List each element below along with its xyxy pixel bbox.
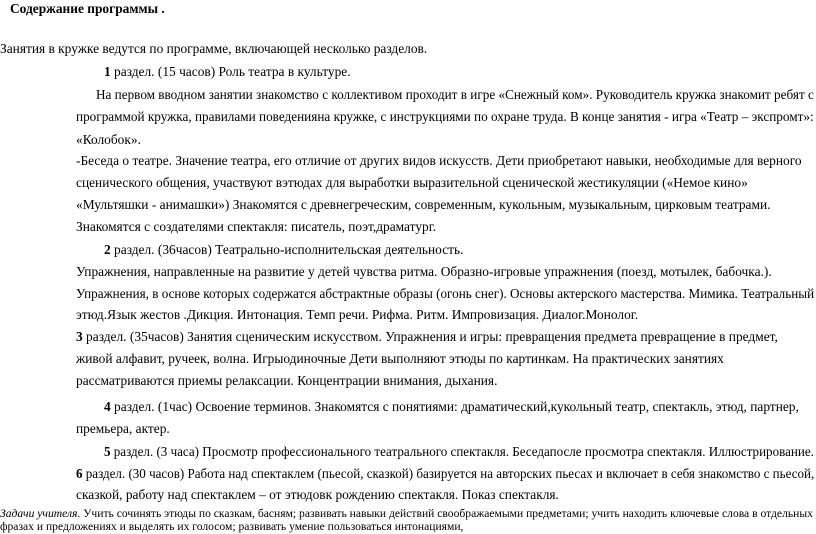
section-2-title: раздел. (36часов) Театрально-исполнительская деятельность.: [110, 242, 464, 257]
section-4-title: раздел. (1час) Освоение терминов. Знакомятся с понятиями: драматический,кукольный театр, спектакль, этюд, партнер,: [110, 399, 799, 414]
section-6-number: 6: [76, 466, 83, 481]
section-1-line: На первом вводном занятии знакомство с коллективом проходит в игре «Снежный ком». Руководитель кружка знакомит ребят с: [96, 87, 814, 102]
section-1-number: 1: [104, 64, 111, 79]
section-5-heading: [104, 443, 814, 461]
section-1-line: сценического общения, участвуют вэтюдах для выработки выразительной сценической жестикуляции («Немое кино»: [76, 175, 748, 190]
page-title: Содержание программы .: [10, 1, 165, 16]
section-6-title: раздел. (30 часов) Работа над спектаклем (пьесой, сказкой) базируется на авторских пьесах и включает в себя знакомство с пьесой,: [82, 466, 815, 481]
section-2-line: этюд.Язык жестов .Дикция. Интонация. Темп речи. Рифма. Ритм. Импровизация. Диалог.Монолог.: [76, 307, 639, 322]
section-1-line: «Мультяшки - анимашки») Знакомятся с древнегреческим, современным, кукольным, музыкальным, цирковым театрами.: [76, 197, 771, 212]
section-1-line: Знакомятся с создателями спектакля: писатель, поэт,драматург.: [76, 219, 437, 234]
section-1-title: раздел. (15 часов) Роль театра в культуре.: [110, 64, 351, 79]
section-4-line: премьера, актер.: [76, 421, 170, 436]
section-5-number: 5: [104, 444, 111, 459]
section-5-title: раздел. (3 часа) Просмотр профессионального театрального спектакля. Беседапосле просмотра спектакля. Иллюстрирование.: [110, 444, 814, 459]
section-4-number: 4: [104, 399, 111, 414]
teacher-tasks-line: фразах и предложениях и выделять их голосом; развивать умение пользоваться интонациями,: [0, 520, 464, 533]
section-1-heading: [104, 63, 351, 81]
section-2-line: Упражнения, в основе которых содержатся абстрактные образы (огонь снег). Основы актерского мастерства. Мимика. Театральный: [76, 286, 815, 301]
section-3-line: живой алфавит, ручеек, волна. Игрыодиночные Дети выполняют этюды по картинкам. На практических занятиях: [76, 351, 724, 366]
section-2-line: Упражнения, направленные на развитие у детей чувства ритма. Образно-игровые упражнения (поезд, мотылек, бабочка.).: [76, 264, 772, 279]
section-3-heading: [76, 328, 778, 346]
teacher-tasks-line: [0, 507, 813, 521]
section-2-number: 2: [104, 242, 111, 257]
section-6-line: сказкой, работу над спектаклем – от этюдовк рождению спектакля. Показ спектакля.: [76, 487, 559, 502]
teacher-tasks-label: Задачи учителя: [0, 507, 78, 520]
section-4-heading: [104, 398, 799, 416]
section-3-line: рассматриваются приемы релаксации. Концентрации внимания, дыхания.: [76, 373, 498, 388]
teacher-tasks-text: . Учить сочинять этюды по сказкам, басням; развивать навыки действий своображаемыми предметами; учить находить ключевые слова в отдельных: [77, 507, 813, 520]
section-1-line: «Колобок».: [76, 132, 141, 147]
section-2-heading: [104, 241, 463, 259]
section-6-heading: [76, 465, 814, 483]
section-1-line: -Беседа о театре. Значение театра, его отличие от других видов искусств. Дети приобретают навыки, необходимые для верного: [76, 153, 802, 168]
section-3-title: раздел. (35часов) Занятия сценическим искусством. Упражнения и игры: превращения предмета превращение в предмет,: [82, 329, 778, 344]
intro-text: Занятия в кружке ведутся по программе, включающей несколько разделов.: [0, 41, 428, 56]
section-1-line: программой кружка, правилами поведенияна кружке, с инструкциями по охране труда. В конце занятия - игра «Театр – экспромт»:: [76, 109, 814, 124]
section-3-number: 3: [76, 329, 83, 344]
